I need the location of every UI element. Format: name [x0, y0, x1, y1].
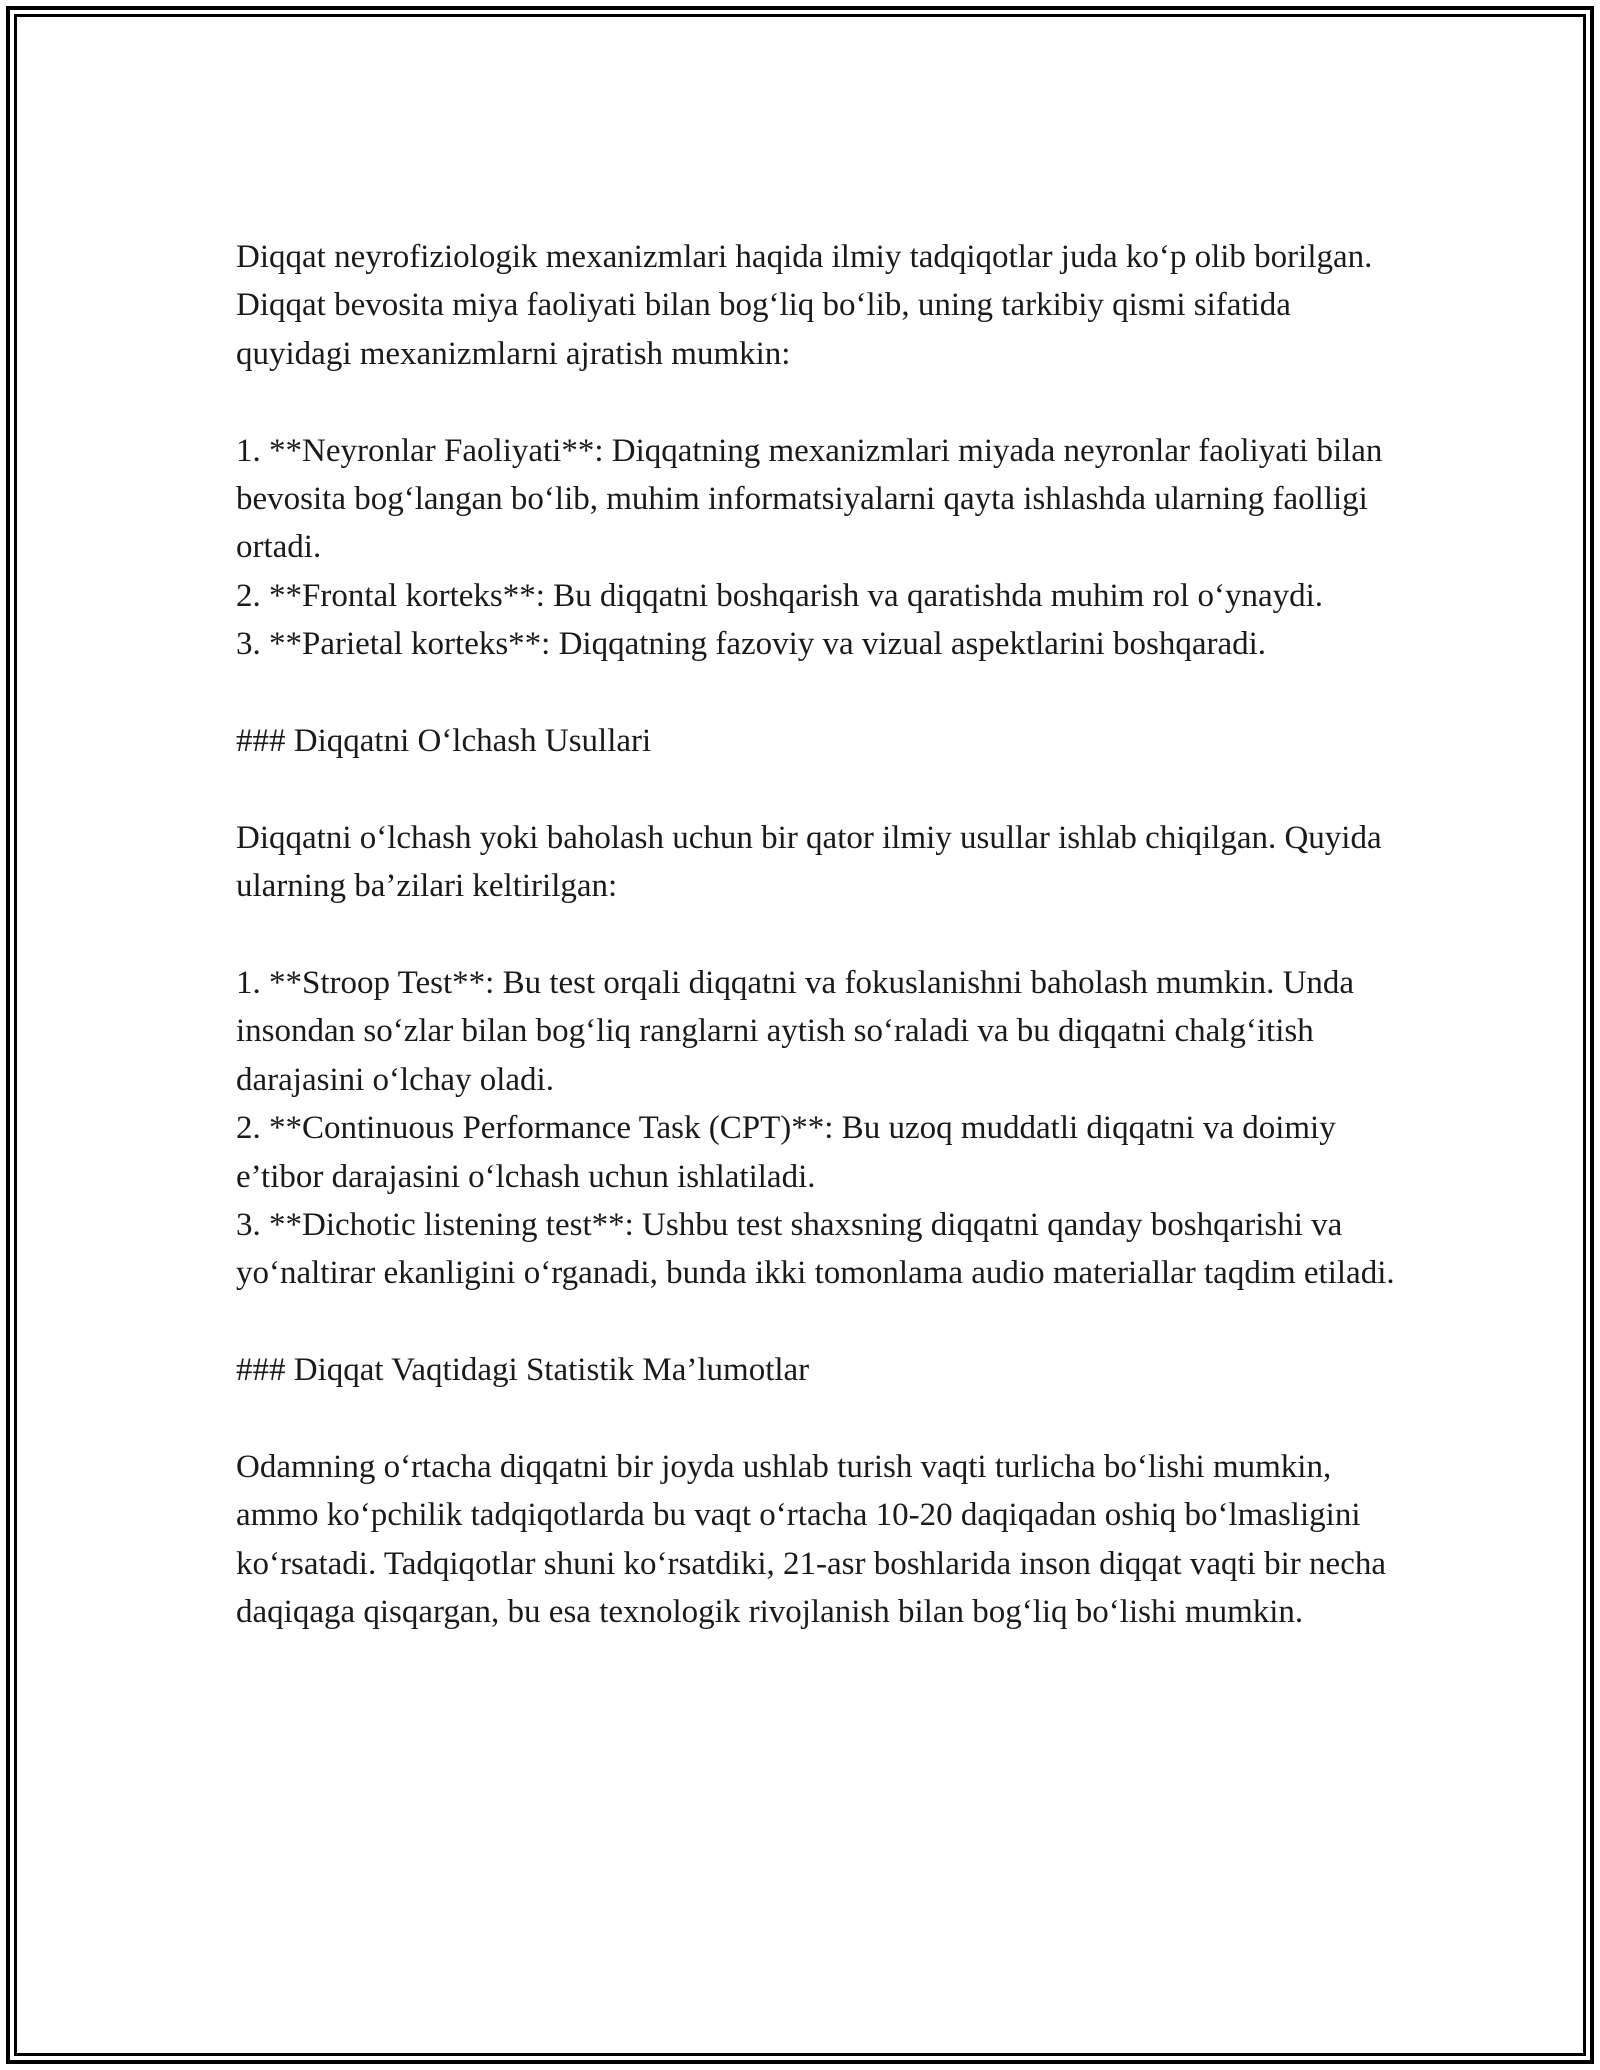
paragraph-gap	[236, 669, 1396, 717]
paragraph-gap	[236, 1395, 1396, 1443]
method-item-2: 2. **Continuous Performance Task (CPT)**: Bu uzoq muddatli diqqatni va doimiy e’tibor darajasini o‘lchash uchun ishlatiladi.	[236, 1110, 1344, 1195]
method-item-1: 1. **Stroop Test**: Bu test orqali diqqatni va fokuslanishni baholash mumkin. Unda insondan so‘zlar bilan bog‘liq ranglarni aytish so‘raladi va bu diqqatni chalg‘itish darajasini o‘lchay oladi.	[236, 965, 1363, 1098]
paragraph-gap	[236, 1298, 1396, 1346]
mechanism-item-3: 3. **Parietal korteks**: Diqqatning fazoviy va vizual aspektlarini boshqaradi.	[236, 626, 1267, 663]
method-item-3: 3. **Dichotic listening test**: Ushbu test shaxsning diqqatni qanday boshqarishi va yo‘naltirar ekanligini o‘rganadi, bunda ikki tomonlama audio materiallar taqdim etiladi.	[236, 1207, 1395, 1292]
measurement-intro-paragraph: Diqqatni o‘lchash yoki baholash uchun bir qator ilmiy usullar ishlab chiqilgan. Quyida ularning ba’zilari keltirilgan:	[236, 819, 1390, 905]
heading-measurement: ### Diqqatni O‘lchash Usullari	[236, 723, 652, 760]
mechanism-item-2: 2. **Frontal korteks**: Bu diqqatni boshqarish va qaratishda muhim rol o‘ynaydi.	[236, 577, 1324, 614]
mechanism-item-1: 1. **Neyronlar Faoliyati**: Diqqatning mexanizmlari miyada neyronlar faoliyati bilan bevosita bog‘langan bo‘lib, muhim informatsiyalarni qayta ishlashda ularning faolligi ortadi.	[236, 432, 1391, 566]
paragraph-gap	[236, 378, 1396, 426]
paragraph-gap	[236, 911, 1396, 959]
document-body	[236, 233, 1396, 1637]
heading-statistics: ### Diqqat Vaqtidagi Statistik Ma’lumotlar	[236, 1352, 810, 1389]
paragraph-gap	[236, 765, 1396, 813]
statistics-paragraph: Odamning o‘rtacha diqqatni bir joyda ushlab turish vaqti turlicha bo‘lishi mumkin, ammo ko‘pchilik tadqiqotlarda bu vaqt o‘rtacha 10-20 daqiqadan oshiq bo‘lmasligini ko‘rsatadi. Tadqiqotlar shuni ko‘rsatdiki, 21-asr boshlarida inson diqqat vaqti bir necha daqiqaga qisqargan, bu esa texnologik rivojlanish bilan bog‘liq bo‘lishi mumkin.	[236, 1449, 1395, 1631]
intro-paragraph: Diqqat neyrofiziologik mexanizmlari haqida ilmiy tadqiqotlar juda ko‘p olib borilgan. Diqqat bevosita miya faoliyati bilan bog‘liq bo‘lib, uning tarkibiy qismi sifatida quyidagi mexanizmlarni ajratish mumkin:	[236, 239, 1381, 372]
